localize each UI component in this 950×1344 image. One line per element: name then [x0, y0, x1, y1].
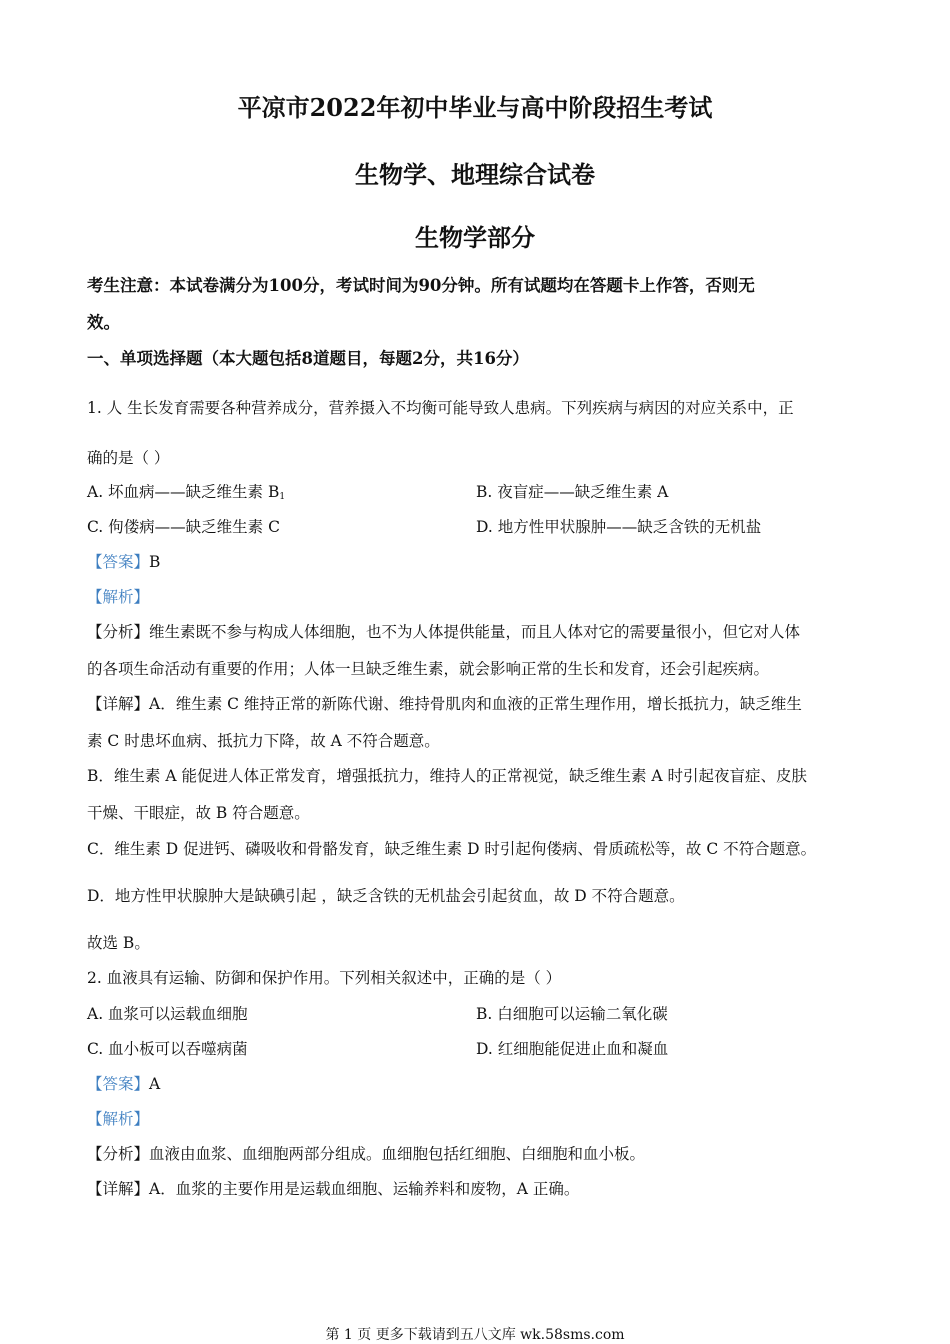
- q2-answer-tag: 【答案】: [87, 1075, 150, 1093]
- notice-line-1: 考生注意：本试卷满分为100分，考试时间为90分钟。所有试题均在答题卡上作答，否则无: [87, 276, 755, 295]
- q1-detail-line-2: 素 C 时患坏血病、抵抗力下降，故 A 不符合题意。: [87, 732, 440, 750]
- q1-answer-value: B: [149, 553, 161, 571]
- q2-answer-value: A: [149, 1075, 161, 1093]
- q1-option-a: [87, 481, 457, 508]
- q2-fenxi: 【分析】血液由血浆、血细胞两部分组成。血细胞包括红细胞、白细胞和血小板。: [87, 1145, 646, 1163]
- q1-option-d: D. 地方性甲状腺肿——缺乏含铁的无机盐: [476, 518, 762, 536]
- q1-conclusion: 故选 B。: [87, 934, 150, 952]
- q1-option-c: C. 佝偻病——缺乏维生素 C: [87, 518, 280, 536]
- q2-option-b: B. 白细胞可以运输二氧化碳: [476, 1005, 668, 1023]
- q2-analysis-tag: 【解析】: [87, 1110, 150, 1128]
- q2-answer: [87, 1073, 865, 1095]
- section-heading: 一、单项选择题（本大题包括8道题目，每题2分，共16分）: [87, 349, 529, 368]
- q2-stem: 2. 血液具有运输、防御和保护作用。下列相关叙述中，正确的是（ ）: [87, 969, 562, 987]
- q1-detail-line-5: C．维生素 D 促进钙、磷吸收和骨骼发育，缺乏维生素 D 时引起佝偻病、骨质疏松等，故 C 不符合题意。: [87, 840, 817, 858]
- notice-line-2: 效。: [87, 313, 120, 332]
- q2-detail: 【详解】A．血浆的主要作用是运载血细胞、运输养料和废物，A 正确。: [87, 1180, 580, 1198]
- q1-answer-tag: 【答案】: [87, 553, 150, 571]
- q1-fenxi-line-2: 的各项生命活动有重要的作用；人体一旦缺乏维生素，就会影响正常的生长和发育，还会引起疾病。: [87, 660, 770, 678]
- q1-option-b: B. 夜盲症——缺乏维生素 A: [476, 483, 669, 501]
- q1-detail-line-1: 【详解】A．维生素 C 维持正常的新陈代谢、维持骨肌肉和血液的正常生理作用，增长抵抗力，缺乏维生: [87, 695, 802, 713]
- exam-title: 平凉市2022年初中毕业与高中阶段招生考试: [237, 93, 713, 122]
- q1-stem-line-2: 确的是（ ）: [87, 449, 170, 467]
- q2-option-c: C. 血小板可以吞噬病菌: [87, 1040, 248, 1058]
- q1-fenxi-line-1: 【分析】维生素既不参与构成人体细胞，也不为人体提供能量，而且人体对它的需要量很小，但它对人体: [87, 623, 801, 641]
- q1-detail-line-3: B．维生素 A 能促进人体正常发育，增强抵抗力，维持人的正常视觉，缺乏维生素 A 时引起夜盲症、皮肤: [87, 767, 807, 785]
- page-footer: 第 1 页 更多下载请到五八文库 wk.58sms.com: [325, 1327, 625, 1343]
- section-title: 生物学部分: [415, 223, 535, 252]
- exam-subtitle: 生物学、地理综合试卷: [355, 160, 595, 189]
- q1-option-a-subscript: 1: [279, 492, 286, 502]
- q1-detail-line-6: D．地方性甲状腺肿大是缺碘引起 ，缺乏含铁的无机盐会引起贫血，故 D 不符合题意。: [87, 887, 685, 905]
- q1-answer: [87, 551, 865, 573]
- q1-stem-line-1: 1. 人 生长发育需要各种营养成分，营养摄入不均衡可能导致人患病。下列疾病与病因的对应关系中，正: [87, 399, 794, 417]
- q2-option-a: A. 血浆可以运载血细胞: [87, 1005, 248, 1023]
- q2-option-d: D. 红细胞能促进止血和凝血: [476, 1040, 669, 1058]
- q1-option-a-text: A. 坏血病——缺乏维生素 B: [87, 483, 280, 501]
- q1-analysis-tag: 【解析】: [87, 588, 150, 606]
- q1-detail-line-4: 干燥、干眼症，故 B 符合题意。: [87, 804, 310, 822]
